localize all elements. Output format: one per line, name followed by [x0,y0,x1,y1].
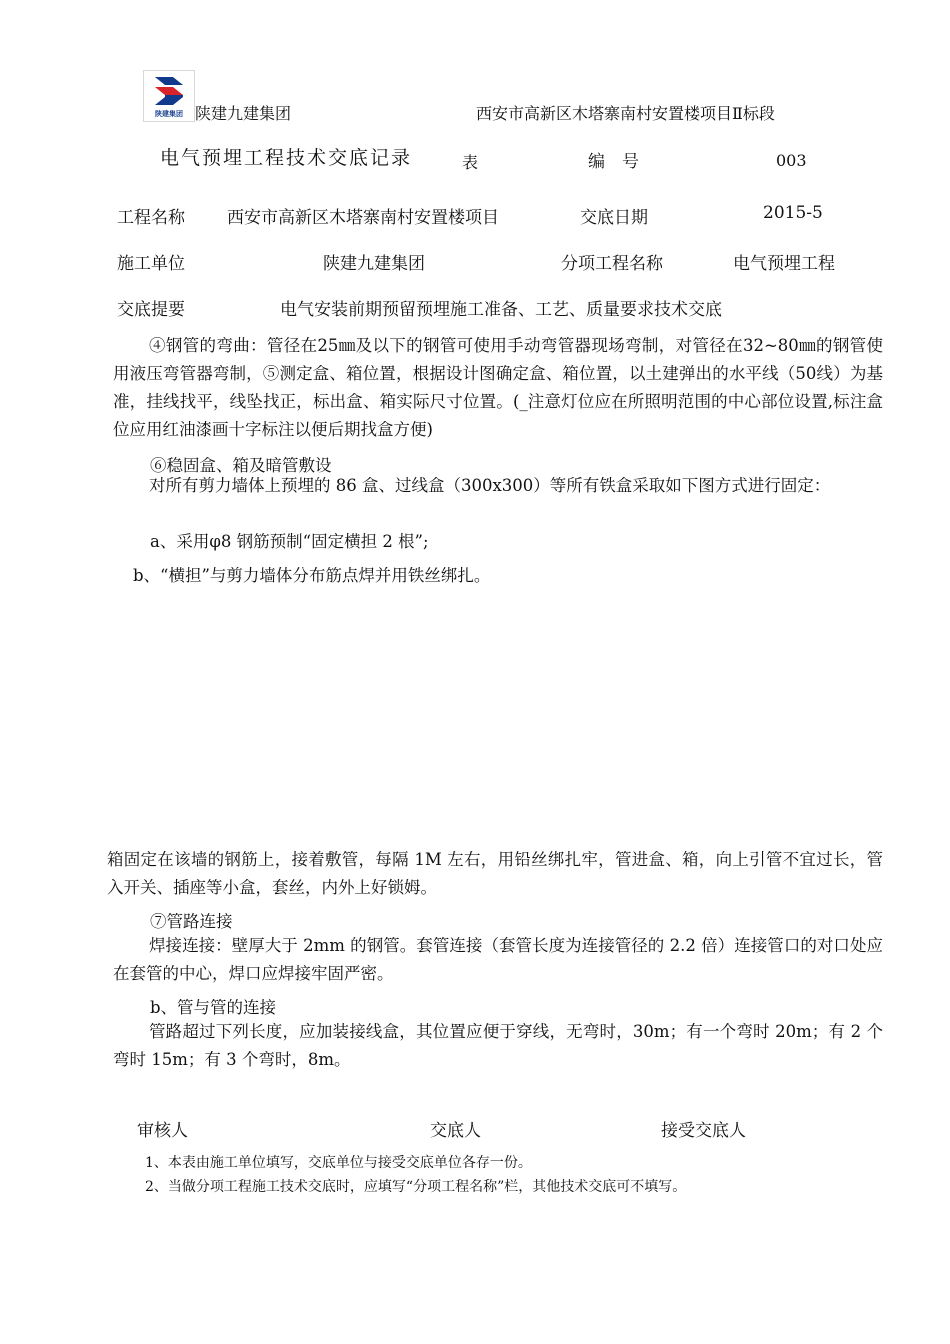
receiver-label: 接受交底人 [661,1121,746,1141]
paragraph-iron-box: 对所有剪力墙体上预埋的 86 盒、过线盒（300x300）等所有铁盒采取如下图方式进行固定： [149,476,831,495]
sub-project-label: 分项工程名称 [561,254,663,274]
logo-mark-icon [153,75,185,107]
paragraph-junction-box: 管路超过下列长度，应加装接线盒，其位置应便于穿线，无弯时，30m；有一个弯时 20m；有 2 个弯时 15m；有 3 个弯时，8m。 [113,1022,883,1069]
project-name-label: 工程名称 [117,208,185,228]
company-name: 陕建九建集团 [195,104,292,123]
paragraph-pipe-bending: ④钢管的弯曲：管径在25㎜及以下的钢管可使用手动弯管器现场弯制，对管径在32~80㎜的钢管使用液压弯管器弯制，⑤测定盒、箱位置，根据设计图确定盒、箱位置，以土建弹出的水平线（50线）为基准，挂线找平，线坠找正，标出盒、箱实际尺寸位置。(_注意灯位应在所照明范围的中心部位设置,标注盒位应用红油漆画十字标注以便后期找盒方便) [113,336,883,439]
unit-value: 陕建九建集团 [323,254,425,274]
item-a: a、采用φ8 钢筋预制“固定横担 2 根”; [150,532,429,551]
reviewer-label: 审核人 [137,1121,188,1141]
logo-text: 陕建集团 [155,110,183,118]
figure-placeholder [113,600,883,830]
paragraph-box-fix-steel: 箱固定在该墙的钢筋上，接着敷管，每隔 1M 左右，用铅丝绑扎牢，管进盒、箱，向上引管不宜过长，管入开关、插座等小盒，套丝，内外上好锁姆。 [107,850,883,897]
number-label: 编 号 [588,152,639,172]
page-title: 电气预埋工程技术交底记录 [160,147,413,169]
unit-label: 施工单位 [117,254,185,274]
date-label: 交底日期 [580,208,648,228]
heading-pipe-connection: ⑦管路连接 [150,912,233,931]
project-section: 西安市高新区木塔寨南村安置楼项目Ⅱ标段 [476,104,775,123]
number-value: 003 [776,151,807,170]
project-name-value: 西安市高新区木塔寨南村安置楼项目 [227,208,499,228]
company-logo [143,70,195,122]
sub-project-value: 电气预埋工程 [733,254,835,274]
heading-pipe-to-pipe: b、管与管的连接 [150,998,277,1017]
paragraph-welding: 焊接连接：壁厚大于 2mm 的钢管。套管连接（套管长度为连接管径的 2.2 倍）连接管口的对口处应在套管的中心，焊口应焊接牢固严密。 [113,936,883,983]
item-b: b、“横担”与剪力墙体分布筋点焊并用铁丝绑扎。 [133,566,491,585]
heading-box-fixing: ⑥稳固盒、箱及暗管敷设 [150,456,332,475]
summary-value: 电气安装前期预留预埋施工准备、工艺、质量要求技术交底 [280,300,722,320]
note-1: 1、本表由施工单位填写，交底单位与接受交底单位各存一份。 [145,1155,532,1171]
note-2: 2、当做分项工程施工技术交底时，应填写“分项工程名称”栏，其他技术交底可不填写。 [145,1179,687,1195]
date-value: 2015-5 [763,203,823,223]
title-suffix: 表 [462,153,479,172]
summary-label: 交底提要 [117,300,185,320]
presenter-label: 交底人 [430,1121,481,1141]
